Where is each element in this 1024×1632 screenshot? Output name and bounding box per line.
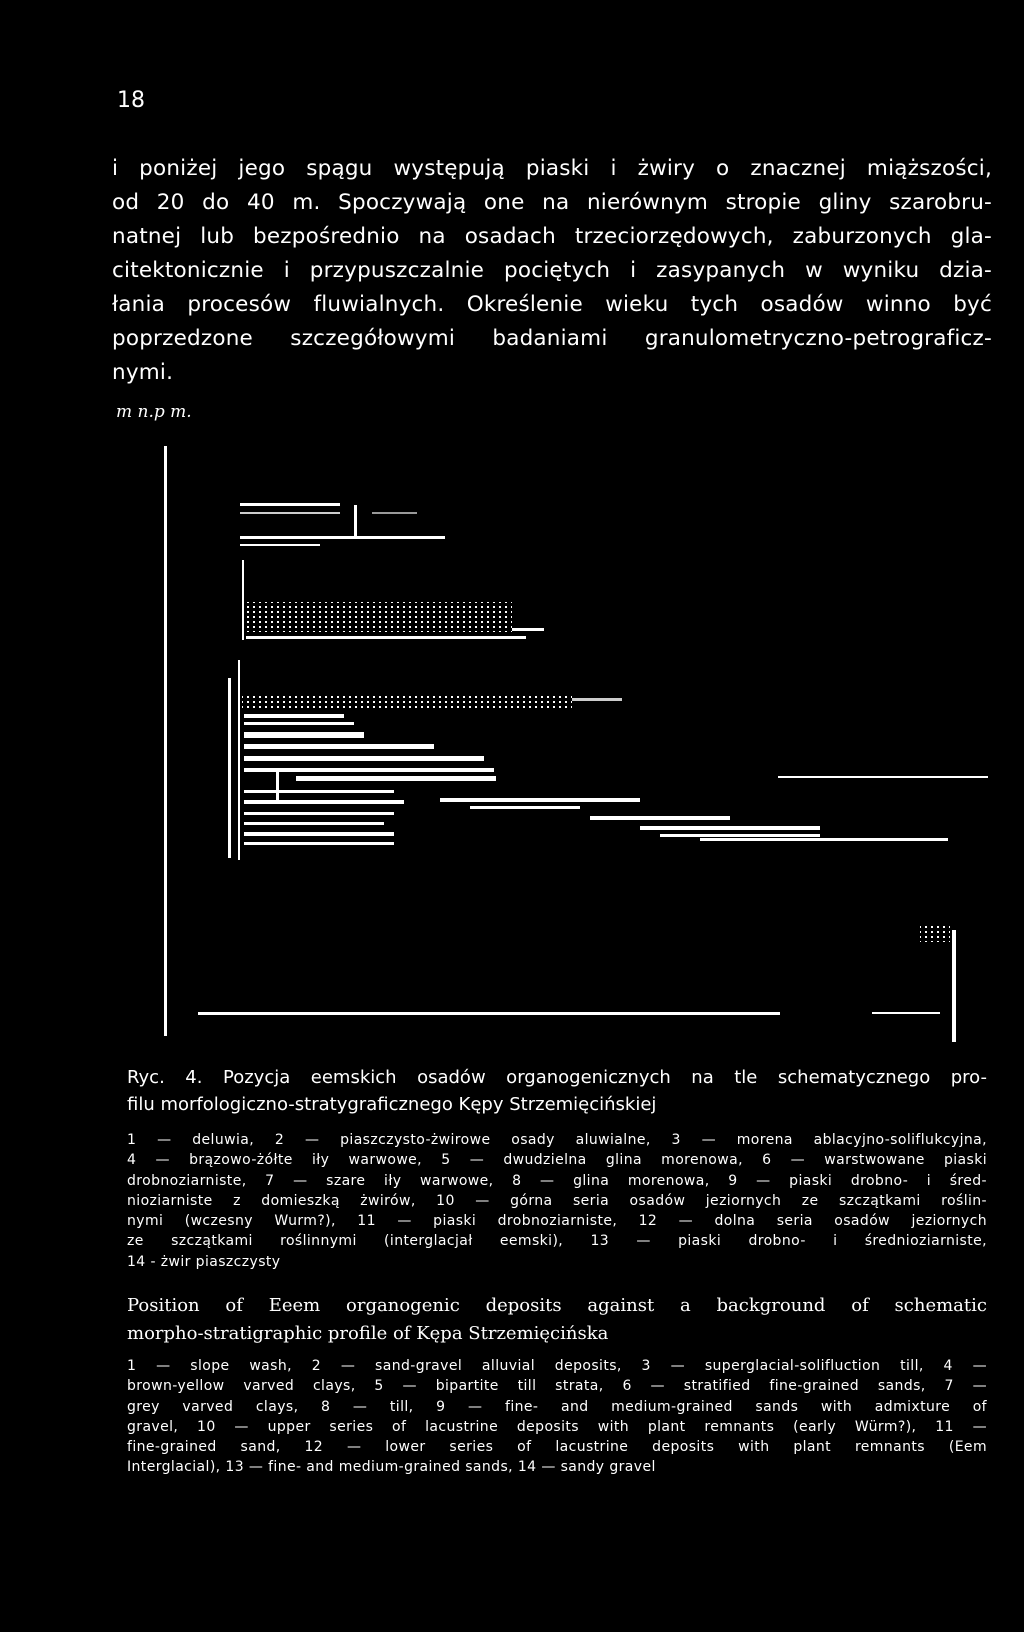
lower-terrace-layers — [228, 678, 988, 858]
legend-line: ze szczątkami roślinnymi (interglacjał eemski), 13 — piaski drobno- i średnioziarniste, — [127, 1233, 987, 1250]
legend-line: drobnoziarniste, 7 — szare iły warwowe, 8 — glina morenowa, 9 — piaski drobno- i śred- — [127, 1172, 987, 1189]
figure-axis-label: m n.p m. — [116, 402, 192, 422]
profile-axis-line — [164, 446, 167, 1036]
figure-caption-en — [127, 1292, 987, 1348]
legend-line: 1 — slope wash, 2 — sand-gravel alluvial deposits, 3 — superglacial-solifluction till, 4 — — [127, 1358, 987, 1374]
intro-line: poprzedzone szczegółowymi badaniami granulometryczno-petrograficz- — [112, 326, 992, 351]
figure-legend-en — [127, 1356, 987, 1478]
valley-floor-layers — [198, 926, 956, 1042]
figure-caption-pl — [127, 1064, 987, 1118]
page-number: 18 — [117, 88, 145, 113]
intro-line: i poniżej jego spągu występują piaski i żwiry o znacznej miąższości, — [112, 156, 992, 181]
intro-line: nymi. — [112, 360, 174, 385]
legend-line: brown-yellow varved clays, 5 — bipartite till strata, 6 — stratified fine-grained sands, 7 — — [127, 1378, 987, 1395]
legend-line: 1 — deluwia, 2 — piaszczysto-żwirowe osady aluwialne, 3 — morena ablacyjno-soliflukcyjna, — [127, 1132, 987, 1148]
legend-line: nioziarniste z domieszką żwirów, 10 — górna seria osadów jeziornych ze szczątkami roślin- — [127, 1192, 987, 1209]
upper-plateau-layers — [240, 503, 445, 546]
caption-line: Position of Eeem organogenic deposits against a background of schematic — [127, 1295, 987, 1316]
legend-line: 4 — brązowo-żółte iły warwowe, 5 — dwudzielna glina morenowa, 6 — warstwowane piaski — [127, 1152, 987, 1169]
figure-legend-pl — [127, 1130, 987, 1272]
legend-line: gravel, 10 — upper series of lacustrine deposits with plant remnants (early Würm?), 11 — — [127, 1418, 987, 1435]
legend-line: 14 - żwir piaszczysty — [127, 1253, 281, 1270]
legend-line: grey varved clays, 8 — till, 9 — fine- and medium-grained sands with admixture of — [127, 1398, 987, 1415]
legend-line: nymi (wczesny Wurm?), 11 — piaski drobnoziarniste, 12 — dolna seria osadów jeziornych — [127, 1213, 987, 1230]
caption-line: morpho-stratigraphic profile of Kępa Strzemięcińska — [127, 1323, 609, 1344]
legend-line: Interglacial), 13 — fine- and medium-grained sands, 14 — sandy gravel — [127, 1459, 656, 1476]
intro-line: od 20 do 40 m. Spoczywają one na nierównym stropie gliny szarobru- — [112, 190, 992, 215]
legend-line: fine-grained sand, 12 — lower series of lacustrine deposits with plant remnants (Eem — [127, 1439, 987, 1456]
intro-line: natnej lub bezpośrednio na osadach trzeciorzędowych, zaburzonych gla- — [112, 224, 992, 249]
caption-line: Ryc. 4. Pozycja eemskich osadów organogenicznych na tle schematycznego pro- — [127, 1067, 987, 1088]
caption-line: filu morfologiczno-stratygraficznego Kępy Strzemięcińskiej — [127, 1094, 657, 1115]
intro-line: łania procesów fluwialnych. Określenie wieku tych osadów winno być — [112, 292, 992, 317]
intro-line: citektonicznie i przypuszczalnie pociętych i zasypanych w wyniku dzia- — [112, 258, 992, 283]
